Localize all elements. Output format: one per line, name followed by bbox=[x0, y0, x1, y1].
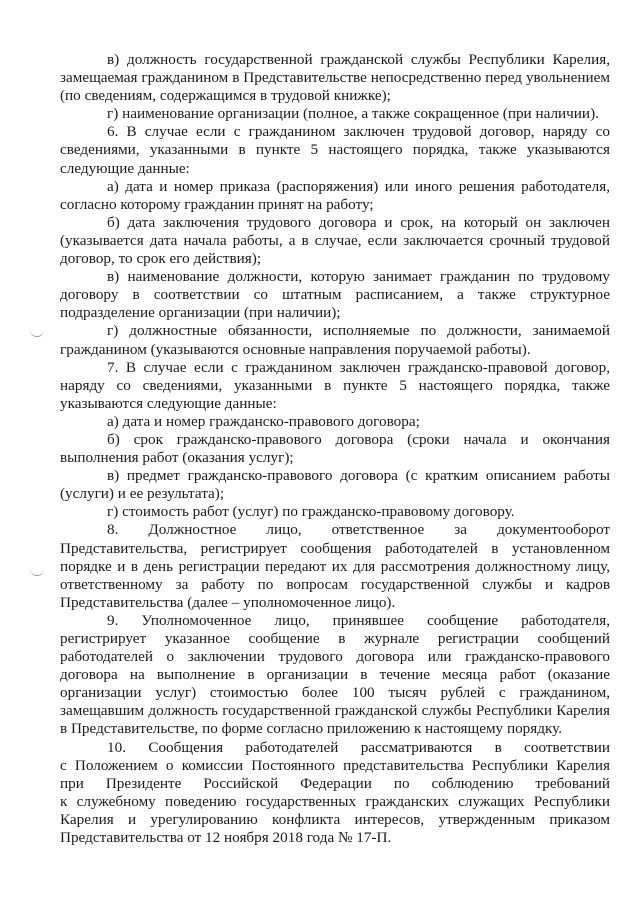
text-line: к служебному поведению государственных гражданских служащих Республики bbox=[60, 792, 610, 810]
text-line: договору в соответствии со штатным расписанием, а также структурное bbox=[60, 286, 610, 304]
text-line: договора на выполнение в организации в течение месяца работ (оказание bbox=[60, 666, 610, 684]
text-line: 7. В случае если с гражданином заключен гражданско-правовой договор, bbox=[107, 358, 610, 376]
text-line: регистрирует указанное сообщение в журнале регистрации сообщений bbox=[60, 630, 610, 647]
text-line: 10. Сообщения работодателей рассматриваются в соответствии bbox=[107, 738, 610, 756]
text-line: Представительства, регистрирует сообщения работодателей в установленном bbox=[60, 539, 610, 557]
text-line: следующие данные: bbox=[60, 159, 190, 177]
text-line: порядке и в день регистрации передают их для рассмотрения должностному лицу, bbox=[60, 557, 610, 575]
text-line: г) должностные обязанности, исполняемые по должности, занимаемой bbox=[107, 322, 610, 340]
text-line: 8. Должностное лицо, ответственное за документооборот bbox=[107, 521, 610, 539]
text-line: Представительства (далее – уполномоченное лицо). bbox=[60, 593, 396, 611]
text-line: с Положением о комиссии Постоянного представительства Республики Карелия bbox=[60, 756, 610, 774]
text-line: договор, то срок его действия); bbox=[60, 250, 262, 268]
text-line: при Президенте Российской Федерации по соблюдению требований bbox=[60, 774, 610, 792]
text-line: (по сведениям, содержащимся в трудовой книжке); bbox=[60, 87, 391, 105]
text-line: а) дата и номер гражданско-правового договора; bbox=[107, 412, 420, 430]
text-line: в Представительстве, по форме согласно приложению к настоящему порядку. bbox=[60, 720, 562, 738]
text-line: а) дата и номер приказа (распоряжения) или иного решения работодателя, bbox=[107, 177, 610, 195]
text-line: подразделение организации (при наличии); bbox=[60, 304, 341, 322]
text-line: г) стоимость работ (услуг) по гражданско-правовому договору. bbox=[107, 503, 515, 521]
text-line: б) срок гражданско-правового договора (сроки начала и окончания bbox=[107, 430, 610, 448]
text-line: в) наименование должности, которую занимает гражданин по трудовому bbox=[107, 268, 610, 286]
text-line: согласно которому гражданин принят на работу; bbox=[60, 195, 374, 213]
text-line: Карелия и урегулированию конфликта интересов, утвержденным приказом bbox=[60, 810, 610, 828]
text-line: указываются следующие данные: bbox=[60, 394, 277, 412]
punch-hole-mark bbox=[30, 330, 44, 337]
text-line: 6. В случае если с гражданином заключен трудовой договор, наряду со bbox=[107, 123, 610, 141]
text-line: (указывается дата начала работы, а в случае, если заключается срочный трудовой bbox=[60, 231, 610, 249]
text-line: (услуги) и ее результата); bbox=[60, 485, 225, 503]
text-line: сведениями, указанными в пункте 5 настоящего порядка, также указываются bbox=[60, 141, 610, 159]
text-line: наряду со сведениями, указанными в пункте 5 настоящего порядка, также bbox=[60, 376, 610, 394]
text-line: замещаемая гражданином в Представительстве непосредственно перед увольнением bbox=[60, 69, 610, 87]
text-line: организации услуг) стоимостью более 100 тысяч рублей с гражданином, bbox=[60, 684, 610, 702]
document-body bbox=[60, 51, 610, 847]
punch-hole-mark bbox=[30, 569, 44, 576]
text-line: 9. Уполномоченное лицо, принявшее сообщение работодателя, bbox=[107, 611, 610, 629]
text-line: замещавшим должность государственной гражданской службы Республики Карелия bbox=[60, 702, 610, 720]
text-line: выполнения работ (оказания услуг); bbox=[60, 449, 294, 467]
text-line: Представительства от 12 ноября 2018 года № 17-П. bbox=[60, 829, 392, 847]
text-line: в) предмет гражданско-правового договора (с кратким описанием работы bbox=[107, 467, 610, 485]
text-line: работодателей о заключении трудового договора или гражданско-правового bbox=[60, 648, 610, 666]
text-line: гражданином (указываются основные направления поручаемой работы). bbox=[60, 340, 531, 358]
text-line: в) должность государственной гражданской службы Республики Карелия, bbox=[107, 51, 610, 68]
text-line: г) наименование организации (полное, а также сокращенное (при наличии). bbox=[107, 105, 599, 123]
text-line: ответственному за работу по вопросам государственной службы и кадров bbox=[60, 575, 610, 593]
text-line: б) дата заключения трудового договора и срок, на который он заключен bbox=[107, 213, 610, 231]
